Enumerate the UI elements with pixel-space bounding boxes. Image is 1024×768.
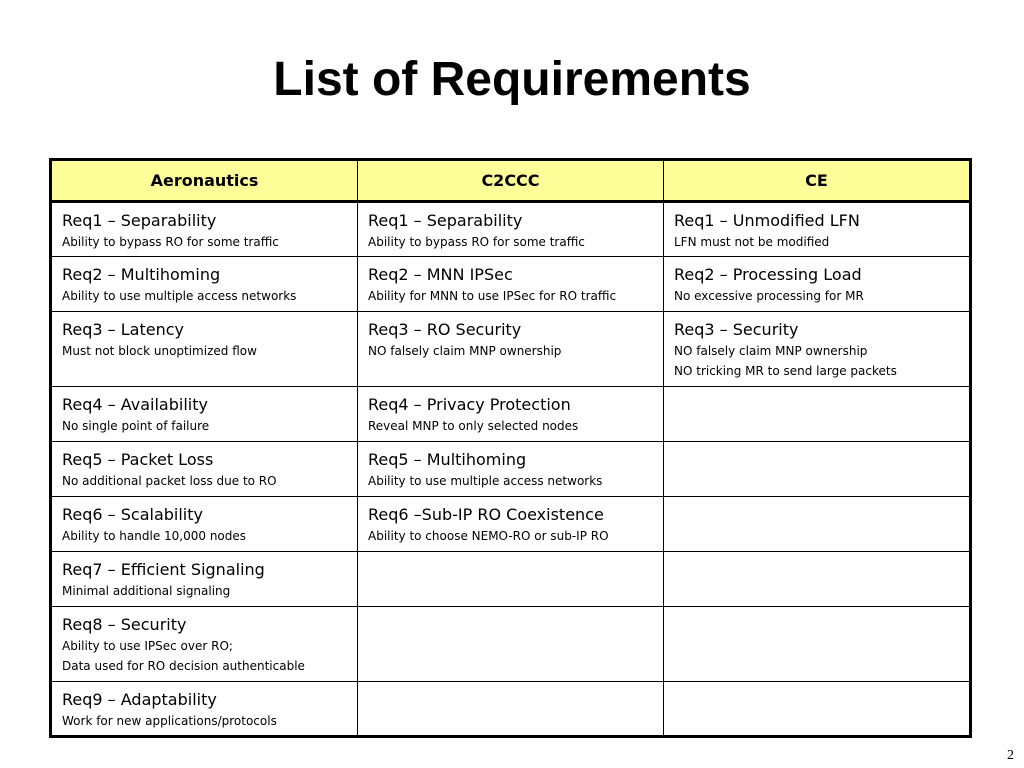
table-cell-aeronautics	[51, 682, 358, 737]
requirement-description: Ability to use IPSec over RO;	[62, 639, 233, 653]
requirement-title: Req1 – Unmodified LFN	[674, 211, 860, 230]
requirement-description: Ability to handle 10,000 nodes	[62, 529, 247, 543]
table-cell-c2ccc	[358, 552, 664, 607]
requirement-description: Ability to bypass RO for some traffic	[368, 235, 585, 249]
requirement-description: Ability for MNN to use IPSec for RO traffic	[368, 289, 617, 303]
requirement-title: Req7 – Efficient Signaling	[62, 560, 265, 579]
requirement-title: Req5 – Packet Loss	[62, 450, 214, 469]
table-cell-ce	[664, 607, 971, 682]
requirement-title: Req5 – Multihoming	[368, 450, 527, 469]
slide-title: List of Requirements	[273, 53, 751, 106]
requirement-title: Req6 –Sub-IP RO Coexistence	[368, 505, 604, 524]
requirement-description: Minimal additional signaling	[62, 584, 231, 598]
requirement-description: Ability to use multiple access networks	[62, 289, 297, 303]
table-cell-aeronautics	[51, 312, 358, 387]
table-cell-c2ccc	[358, 442, 664, 497]
table-cell-aeronautics	[51, 387, 358, 442]
requirement-description: NO falsely claim MNP ownership	[674, 344, 868, 358]
table-row	[51, 607, 971, 682]
table-cell-c2ccc	[358, 387, 664, 442]
requirement-title: Req3 – RO Security	[368, 320, 522, 339]
table-cell-aeronautics	[51, 202, 358, 257]
requirement-description: Ability to bypass RO for some traffic	[62, 235, 279, 249]
table-cell-c2ccc	[358, 682, 664, 737]
table-cell-ce	[664, 312, 971, 387]
table-cell-ce	[664, 497, 971, 552]
requirement-description: No excessive processing for MR	[674, 289, 864, 303]
column-header-c2ccc: C2CCC	[358, 160, 664, 202]
table-row	[51, 202, 971, 257]
requirement-description: Must not block unoptimized flow	[62, 344, 257, 358]
requirement-description: Data used for RO decision authenticable	[62, 659, 305, 673]
table-cell-aeronautics	[51, 497, 358, 552]
column-header-ce: CE	[664, 160, 971, 202]
requirement-title: Req8 – Security	[62, 615, 187, 634]
table-cell-aeronautics	[51, 607, 358, 682]
table-row	[51, 497, 971, 552]
requirement-title: Req9 – Adaptability	[62, 690, 217, 709]
table-cell-ce	[664, 682, 971, 737]
table-row	[51, 552, 971, 607]
table-cell-c2ccc	[358, 257, 664, 312]
requirement-description: NO falsely claim MNP ownership	[368, 344, 562, 358]
requirement-title: Req1 – Separability	[62, 211, 217, 230]
table-cell-ce	[664, 387, 971, 442]
requirement-description: LFN must not be modified	[674, 235, 830, 249]
requirement-title: Req4 – Availability	[62, 395, 208, 414]
column-header-aeronautics: Aeronautics	[51, 160, 358, 202]
requirement-description: No additional packet loss due to RO	[62, 474, 277, 488]
requirement-title: Req2 – Multihoming	[62, 265, 221, 284]
requirement-title: Req1 – Separability	[368, 211, 523, 230]
requirement-description: Ability to use multiple access networks	[368, 474, 603, 488]
table-cell-ce	[664, 442, 971, 497]
table-row	[51, 442, 971, 497]
requirement-description: Work for new applications/protocols	[62, 714, 277, 728]
table-row	[51, 257, 971, 312]
table-row	[51, 682, 971, 737]
requirement-title: Req2 – MNN IPSec	[368, 265, 513, 284]
table-cell-aeronautics	[51, 442, 358, 497]
requirement-description: Reveal MNP to only selected nodes	[368, 419, 579, 433]
requirement-title: Req3 – Security	[674, 320, 799, 339]
requirement-title: Req4 – Privacy Protection	[368, 395, 571, 414]
table-cell-c2ccc	[358, 202, 664, 257]
requirement-description: NO tricking MR to send large packets	[674, 364, 897, 378]
requirement-description: Ability to choose NEMO-RO or sub-IP RO	[368, 529, 609, 543]
table-cell-aeronautics	[51, 552, 358, 607]
table-cell-c2ccc	[358, 497, 664, 552]
table-row	[51, 387, 971, 442]
requirement-description: No single point of failure	[62, 419, 210, 433]
table-cell-c2ccc	[358, 607, 664, 682]
table-cell-aeronautics	[51, 257, 358, 312]
table-body	[51, 202, 971, 737]
requirement-title: Req3 – Latency	[62, 320, 184, 339]
requirement-title: Req6 – Scalability	[62, 505, 203, 524]
table-cell-ce	[664, 257, 971, 312]
table-row	[51, 312, 971, 387]
table-cell-ce	[664, 202, 971, 257]
table-cell-c2ccc	[358, 312, 664, 387]
requirements-table	[49, 158, 972, 738]
page-number: 2	[1007, 748, 1014, 763]
table-header-row	[51, 160, 971, 202]
table-cell-ce	[664, 552, 971, 607]
requirement-title: Req2 – Processing Load	[674, 265, 862, 284]
